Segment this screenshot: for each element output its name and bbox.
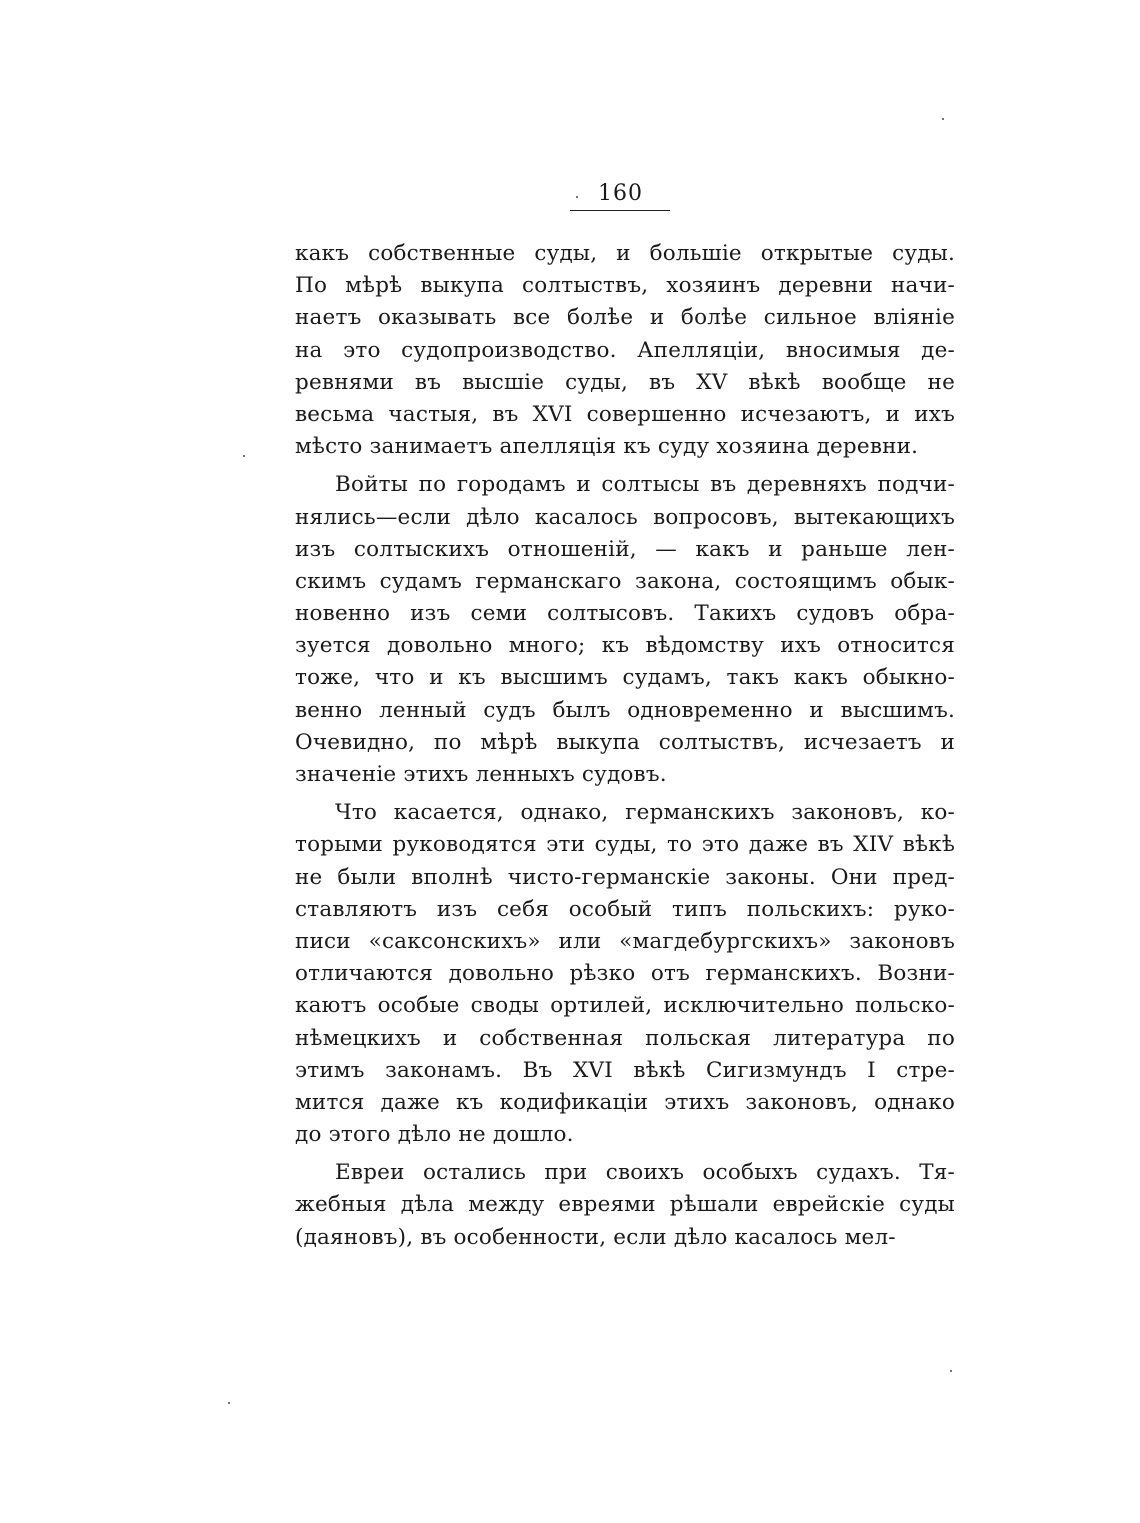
text-line: изъ солтыскихъ отношеній, — какъ и раньше лен- [295, 536, 955, 562]
text-line: венно ленный судъ былъ одновременно и высшимъ. [295, 697, 955, 723]
text-line: скимъ судамъ германскаго закона, состоящимъ обык- [295, 568, 955, 594]
text-line: этимъ законамъ. Въ XVI вѣкѣ Сигизмундъ I стре- [295, 1057, 955, 1083]
scan-speck [228, 1402, 230, 1404]
text-line: (даяновъ), въ особенности, если дѣло касалось мел- [295, 1224, 896, 1250]
paragraph [295, 238, 955, 463]
text-line: наетъ оказывать все болѣе и болѣе сильное вліяніе [295, 305, 955, 331]
text-line: значеніе этихъ ленныхъ судовъ. [295, 762, 667, 787]
text-line: новенно изъ семи солтысовъ. Такихъ судовъ обра- [295, 601, 955, 627]
text-line: весьма частыя, въ XVI совершенно исчезаютъ, и ихъ [295, 401, 955, 427]
text-line: каютъ особые своды ортилей, исключительно польско- [295, 993, 955, 1019]
text-line: Войты по городамъ и солтысы въ деревняхъ подчи- [335, 472, 955, 498]
paragraph [295, 1157, 955, 1254]
paragraph [295, 797, 955, 1151]
page-number: 160 [598, 181, 643, 206]
text-line: какъ собственные суды, и большіе открытые суды. [295, 241, 955, 266]
body-text [295, 238, 955, 1260]
text-line: мится даже къ кодификаціи этихъ законовъ, однако [295, 1089, 955, 1115]
text-line: Что касается, однако, германскихъ законовъ, ко- [335, 800, 955, 826]
text-line: не были вполнѣ чисто-германскіе законы. Они пред- [295, 864, 955, 890]
paragraph [295, 469, 955, 791]
text-line: писи «саксонскихъ» или «магдебургскихъ» законовъ [295, 928, 955, 954]
text-line: торыми руководятся эти суды, то это даже въ XIV вѣкѣ [295, 832, 955, 858]
text-line: нялись—если дѣло касалось вопросовъ, вытекающихъ [295, 504, 955, 530]
text-line: отличаются довольно рѣзко отъ германскихъ. Возни- [295, 961, 955, 987]
text-line: По мѣрѣ выкупа солтыствъ, хозяинъ деревни начи- [295, 273, 955, 299]
text-line: тоже, что и къ высшимъ судамъ, такъ какъ обыкно- [295, 665, 955, 691]
text-line: нѣмецкихъ и собственная польская литература по [295, 1025, 955, 1051]
scan-speck [576, 196, 578, 198]
text-line: зуется довольно много; къ вѣдомству ихъ относится [295, 633, 955, 659]
text-line: на это судопроизводство. Апелляціи, вносимыя де- [295, 337, 955, 363]
text-line: до этого дѣло не дошло. [295, 1122, 574, 1148]
page-number-rule [570, 210, 670, 211]
text-line: ревнями въ высшіе суды, въ XV вѣкѣ вообще не [295, 369, 955, 395]
text-line: Очевидно, по мѣрѣ выкупа солтыствъ, исчезаетъ и [295, 729, 955, 755]
scan-speck [942, 118, 944, 120]
text-line: жебныя дѣла между евреями рѣшали еврейскіе суды [295, 1192, 955, 1218]
scan-speck [950, 1370, 952, 1372]
text-line: Евреи остались при своихъ особыхъ судахъ. Тя- [335, 1160, 955, 1186]
scan-speck [243, 455, 245, 457]
text-line: ставляютъ изъ себя особый типъ польскихъ: руко- [295, 896, 955, 922]
text-line: мѣсто занимаетъ апелляція къ суду хозяина деревни. [295, 434, 919, 460]
